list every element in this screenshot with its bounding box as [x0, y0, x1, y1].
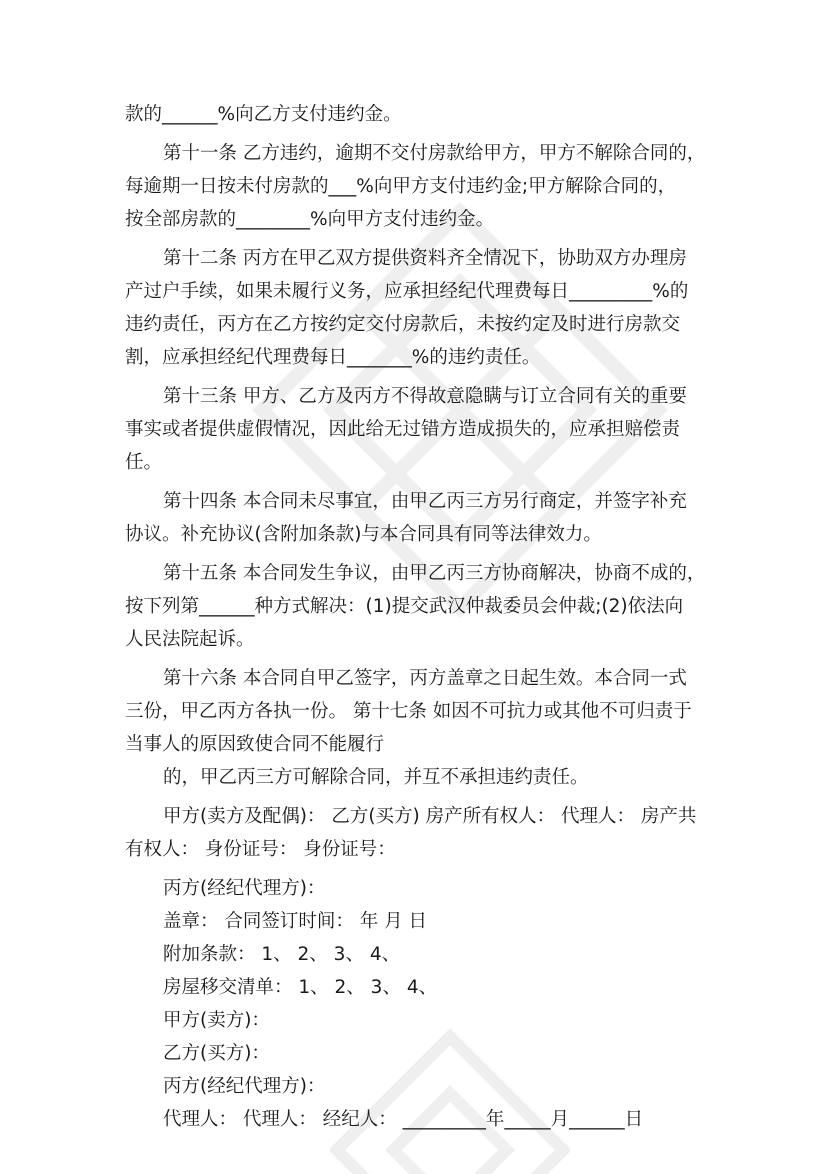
- text-line: 款的______%向乙方支付违约金。: [125, 104, 402, 125]
- additional-terms: 附加条款： 1、 2、 3、 4、: [163, 944, 401, 965]
- text-line: 任。: [125, 452, 163, 473]
- party-a-label: 甲方(卖方)：: [163, 1010, 270, 1031]
- article-14: 第十四条 本合同未尽事宜，由甲乙丙三方另行商定，并签字补充: [163, 491, 687, 512]
- article-16: 第十六条 本合同自甲乙签字，丙方盖章之日起生效。本合同一式: [163, 668, 687, 689]
- text-line: 有权人： 身份证号： 身份证号：: [125, 839, 396, 860]
- party-c-label: 丙方(经纪代理方)：: [163, 878, 326, 899]
- text-line: 当事人的原因致使合同不能履行: [125, 734, 385, 755]
- text-line: 违约责任，丙方在乙方按约定交付房款后，未按约定及时进行房款交: [125, 314, 681, 335]
- text-line: 按全部房款的________%向甲方支付违约金。: [125, 209, 495, 230]
- party-b-label: 乙方(买方)：: [163, 1043, 270, 1064]
- text-line: 的，甲乙丙三方可解除合同，并互不承担违约责任。: [163, 767, 589, 788]
- article-13: 第十三条 甲方、乙方及丙方不得故意隐瞒与订立合同有关的重要: [163, 386, 687, 407]
- article-11: 第十一条 乙方违约，逾期不交付房款给甲方，甲方不解除合同的，: [163, 143, 706, 164]
- article-15: 第十五条 本合同发生争议，由甲乙丙三方协商解决，协商不成的，: [163, 563, 706, 584]
- text-line: 按下列第______种方式解决：(1)提交武汉仲裁委员会仲裁;(2)依法向: [125, 596, 684, 617]
- text-line: 产过户手续，如果未履行义务，应承担经纪代理费每日_________%的: [125, 281, 689, 302]
- text-line: 协议。补充协议(含附加条款)与本合同具有同等法律效力。: [125, 524, 602, 545]
- text-line: 每逾期一日按未付房款的___%向甲方支付违约金;甲方解除合同的，: [125, 176, 677, 197]
- article-12: 第十二条 丙方在甲乙双方提供资料齐全情况下，协助双方办理房: [163, 248, 687, 269]
- agent-signature-date: 代理人： 代理人： 经纪人： _________年_____月______日: [163, 1109, 644, 1130]
- handover-list: 房屋移交清单： 1、 2、 3、 4、: [163, 977, 438, 998]
- text-line: 事实或者提供虚假情况，因此给无过错方造成损失的，应承担赔偿责: [125, 419, 681, 440]
- signature-parties: 甲方(卖方及配偶)： 乙方(买方) 房产所有权人： 代理人： 房产共: [163, 806, 697, 827]
- seal-and-date: 盖章： 合同签订时间： 年 月 日: [163, 911, 428, 932]
- text-line: 三份，甲乙丙方各执一份。 第十七条 如因不可抗力或其他不可归责于: [125, 701, 692, 722]
- text-line: 割，应承担经纪代理费每日_______%的违约责任。: [125, 347, 541, 368]
- contract-text: [125, 98, 715, 1136]
- text-line: 人民法院起诉。: [125, 629, 255, 650]
- party-c-label: 丙方(经纪代理方)：: [163, 1076, 326, 1097]
